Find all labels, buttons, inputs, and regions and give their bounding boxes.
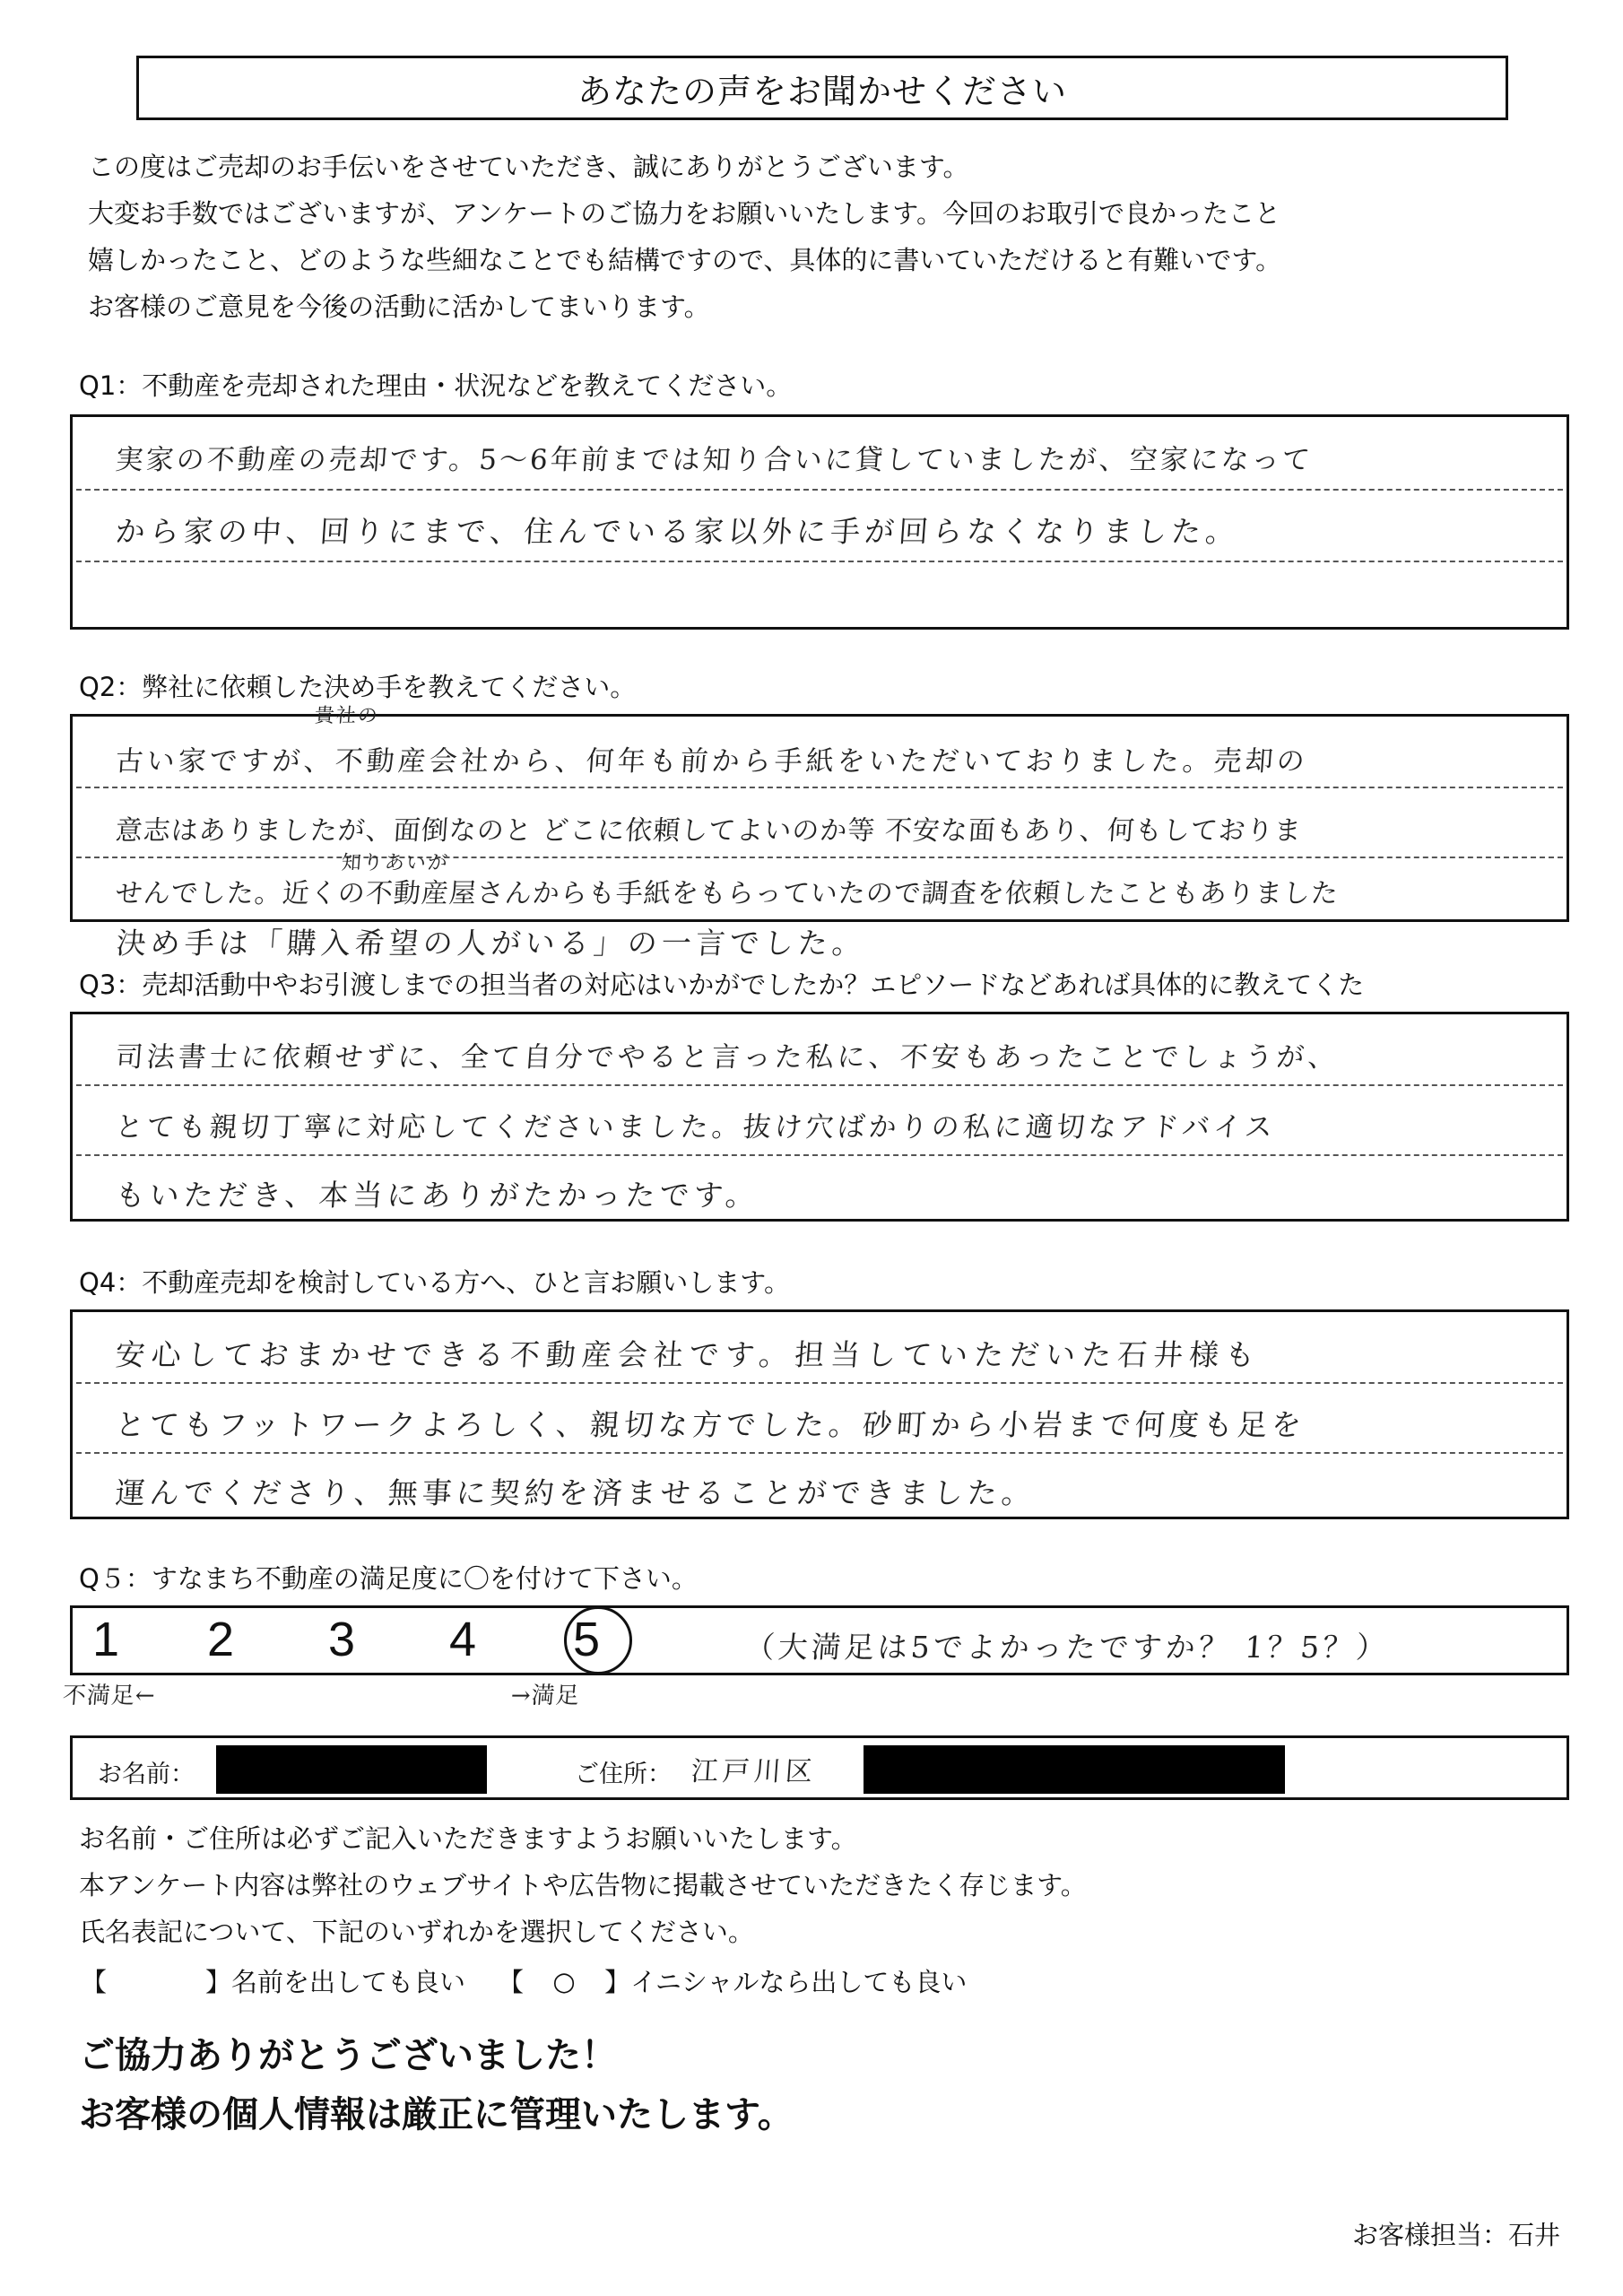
option1-label: 名前を出しても良い — [231, 1967, 466, 1997]
q3-answer-box — [70, 1012, 1569, 1222]
q3-label: Q3：売却活動中やお引渡しまでの担当者の対応はいかがでしたか？エピソードなどあれば具体的に教えてくた — [79, 970, 1365, 1000]
contact-box — [70, 1735, 1569, 1800]
q5-low-label: 不満足← — [61, 1683, 157, 1709]
q2-label: Q2：弊社に依頼した決め手を教えてください。 — [79, 672, 637, 702]
rating-option-5-selected[interactable]: 5 — [573, 1612, 600, 1667]
q3-answer-line: とても親切丁寧に対応してくださいました。抜け穴ばかりの私に適切なアドバイス — [114, 1111, 1278, 1144]
q1-label: Q1：不動産を売却された理由・状況などを教えてください。 — [79, 370, 793, 401]
footer-note: 本アンケート内容は弊社のウェブサイトや広告物に掲載させていただきたく存じます。 — [79, 1870, 1087, 1900]
q5-comment: （大満足は5でよかったですか？ 1？5？） — [743, 1630, 1391, 1665]
name-label: お名前： — [98, 1761, 195, 1788]
q2-answer-box — [70, 705, 1569, 922]
rating-option-3[interactable]: 3 — [328, 1613, 356, 1666]
q4-answer-line: 安心しておまかせできる不動産会社です。担当していただいた石井様も — [114, 1337, 1263, 1372]
q3-answer-line: もいただき、本当にありがたかったです。 — [114, 1178, 761, 1213]
intro-line: 大変お手数ではございますが、アンケートのご協力をお願いいたします。今回のお取引で良かったこと — [88, 198, 1280, 229]
q2-answer-line: 古い家ですが、不動産会社から、何年も前から手紙をいただいておりました。売却の — [114, 745, 1310, 778]
name-display-choice: 【 】 名前を出しても良い 【 ○ 】 イニシャルなら出しても良い — [81, 1962, 967, 1999]
intro-line: お客様のご意見を今後の活動に活かしてまいります。 — [88, 291, 710, 322]
q4-answer-line: 運んでくださり、無事に契約を済ませることができました。 — [114, 1475, 1037, 1510]
intro-text — [88, 144, 1567, 330]
q5-high-label: →満足 — [509, 1683, 581, 1709]
rating-option-4[interactable]: 4 — [449, 1613, 477, 1666]
q4-answer-line: とてもフットワークよろしく、親切な方でした。砂町から小岩まで何度も足を — [114, 1407, 1307, 1442]
q1-answer-line: から家の中、回りにまで、住んでいる家以外に手が回らなくなりました。 — [114, 514, 1241, 549]
address-redacted — [864, 1745, 1285, 1794]
rating-option-2[interactable]: 2 — [207, 1613, 235, 1666]
footer-note: 氏名表記について、下記のいずれかを選択してください。 — [79, 1917, 754, 1947]
footer-note: お名前・ご住所は必ずご記入いただきますようお願いいたします。 — [79, 1823, 857, 1854]
intro-line: 嬉しかったこと、どのような些細なことでも結構ですので、具体的に書いていただけると有難いです。 — [88, 245, 1282, 275]
survey-title — [136, 56, 1508, 120]
selected-circle-icon — [564, 1606, 632, 1674]
name-redacted — [216, 1745, 487, 1794]
q1-answer-box — [70, 414, 1569, 630]
q2-answer-line: 決め手は「購入希望の人がいる」の一言でした。 — [115, 926, 868, 961]
q4-label: Q4：不動産売却を検討している方へ、ひと言お願いします。 — [79, 1267, 790, 1298]
q1-answer-line: 実家の不動産の売却です。5〜6年前までは知り合いに貸していましたが、空家になって — [114, 444, 1314, 476]
thanks-line: ご協力ありがとうございました！ — [79, 2035, 617, 2076]
q4-answer-box — [70, 1309, 1569, 1519]
rating-option-1[interactable]: 1 — [92, 1613, 120, 1666]
q2-answer-line: 意志はありましたが、面倒なのと どこに依頼してよいのか等 不安な面もあり、何もしておりま — [114, 815, 1304, 847]
intro-line: この度はご売却のお手伝いをさせていただき、誠にありがとうございます。 — [88, 152, 969, 182]
address-value: 江戸川区 — [690, 1756, 818, 1787]
survey-title-text: あなたの声をお聞かせください — [577, 71, 1067, 111]
option2-checkbox[interactable]: ○ — [552, 1965, 576, 1996]
q5-label: Q５：すなまち不動産の満足度に〇を付けて下さい。 — [79, 1563, 698, 1594]
q2-insert-note: 貴社の — [313, 705, 380, 727]
staff-label: お客様担当：石井 — [1351, 2220, 1560, 2250]
q2-answer-line: せんでした。近くの不動産屋さんからも手紙をもらっていたので調査を依頼したこともありました — [114, 878, 1340, 909]
q5-rating-box — [70, 1605, 1569, 1675]
thanks-line: お客様の個人情報は厳正に管理いたします。 — [79, 2094, 794, 2135]
q3-answer-line: 司法書士に依頼せずに、全て自分でやると言った私に、不安もあったことでしょうが、 — [114, 1041, 1341, 1074]
address-label: ご住所： — [575, 1761, 672, 1788]
option2-label: イニシャルなら出しても良い — [630, 1967, 968, 1997]
q2-insert-note: 知りあいが — [340, 852, 450, 874]
